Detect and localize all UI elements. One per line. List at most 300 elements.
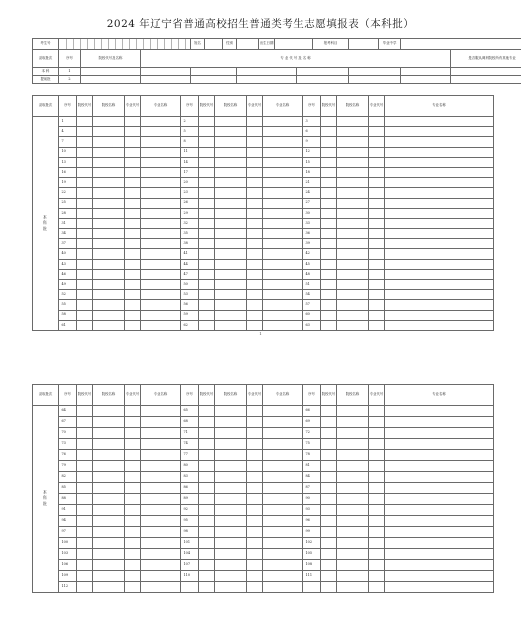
college-name-cell[interactable] [337, 167, 369, 177]
college-code-cell[interactable] [199, 516, 215, 527]
college-code-cell[interactable] [321, 516, 337, 527]
college-code-cell[interactable] [321, 208, 337, 218]
college-code-cell[interactable] [321, 483, 337, 494]
college-code-cell[interactable] [199, 127, 215, 137]
major-code-cell[interactable] [125, 406, 141, 417]
major-code-cell[interactable] [369, 239, 385, 249]
major-name-cell[interactable] [263, 127, 303, 137]
college-name-cell[interactable] [93, 218, 125, 228]
major-code-cell[interactable] [125, 239, 141, 249]
college-name-cell[interactable] [93, 505, 125, 516]
college-code-cell[interactable] [199, 280, 215, 290]
college-code-cell[interactable] [77, 320, 93, 330]
college-name-cell[interactable] [93, 439, 125, 450]
major-code-cell[interactable] [247, 300, 263, 310]
major-code-cell[interactable] [369, 560, 385, 571]
college-name-cell[interactable] [215, 549, 247, 560]
college-name-cell[interactable] [215, 218, 247, 228]
college-name-cell[interactable] [337, 417, 369, 428]
college-code-cell[interactable] [77, 549, 93, 560]
college-code-cell[interactable] [77, 417, 93, 428]
college-name-cell[interactable] [93, 280, 125, 290]
major-name-cell[interactable] [141, 582, 181, 593]
college-code-cell[interactable] [199, 269, 215, 279]
college-code-cell[interactable] [321, 450, 337, 461]
major-name-cell[interactable] [263, 472, 303, 483]
college-name-cell[interactable] [215, 472, 247, 483]
major-name-cell[interactable] [141, 483, 181, 494]
college-code-cell[interactable] [199, 472, 215, 483]
major-code-cell[interactable] [369, 127, 385, 137]
major-code-cell[interactable] [369, 249, 385, 259]
major-code-cell[interactable] [369, 269, 385, 279]
college-code-cell[interactable] [321, 157, 337, 167]
major-code-cell[interactable] [369, 417, 385, 428]
major-code-cell[interactable] [247, 198, 263, 208]
college-name-cell[interactable] [93, 147, 125, 157]
college-name-cell[interactable] [337, 147, 369, 157]
major-name-cell[interactable] [263, 147, 303, 157]
college-code-cell[interactable] [199, 505, 215, 516]
college-name-cell[interactable] [93, 269, 125, 279]
major-name-cell[interactable] [385, 198, 494, 208]
major-code-cell[interactable] [125, 428, 141, 439]
college-name-cell[interactable] [337, 505, 369, 516]
major-name-cell[interactable] [141, 461, 181, 472]
college-name-cell[interactable] [215, 178, 247, 188]
major-code-cell[interactable] [369, 483, 385, 494]
major-code-cell[interactable] [369, 137, 385, 147]
major-name-cell[interactable] [263, 269, 303, 279]
college-name-cell[interactable] [337, 450, 369, 461]
major-name-cell[interactable] [385, 582, 494, 593]
major-code-cell[interactable] [369, 549, 385, 560]
major-code-cell[interactable] [125, 549, 141, 560]
college-name-cell[interactable] [337, 208, 369, 218]
major-name-cell[interactable] [141, 406, 181, 417]
major-name-cell[interactable] [263, 505, 303, 516]
major-code-cell[interactable] [125, 300, 141, 310]
college-code-cell[interactable] [321, 472, 337, 483]
college-name-cell[interactable] [215, 505, 247, 516]
major-code-cell[interactable] [125, 505, 141, 516]
major-code-cell[interactable] [369, 229, 385, 239]
college-name-cell[interactable] [93, 560, 125, 571]
major-name-cell[interactable] [263, 137, 303, 147]
college-name-cell[interactable] [215, 428, 247, 439]
name-field[interactable] [205, 39, 223, 50]
college-code-cell[interactable] [199, 218, 215, 228]
college-code-cell[interactable] [321, 259, 337, 269]
major-name-cell[interactable] [263, 516, 303, 527]
major-code-cell[interactable] [369, 571, 385, 582]
birth-field[interactable] [275, 39, 313, 50]
college-name-cell[interactable] [93, 320, 125, 330]
major-code-cell[interactable] [247, 290, 263, 300]
college-name-cell[interactable] [93, 428, 125, 439]
major-name-cell[interactable] [385, 157, 494, 167]
major-code-cell[interactable] [247, 167, 263, 177]
college-code-cell[interactable] [199, 461, 215, 472]
college-name-cell[interactable] [93, 549, 125, 560]
major-code-cell[interactable] [247, 249, 263, 259]
college-code-cell[interactable] [321, 167, 337, 177]
college-code-cell[interactable] [321, 280, 337, 290]
major-name-cell[interactable] [263, 582, 303, 593]
college-name-cell[interactable] [93, 461, 125, 472]
college-code-cell[interactable] [321, 417, 337, 428]
college-name-cell[interactable] [215, 117, 247, 127]
major-name-cell[interactable] [141, 147, 181, 157]
college-name-cell[interactable] [215, 582, 247, 593]
major-code-cell[interactable] [125, 117, 141, 127]
major-code-cell[interactable] [369, 450, 385, 461]
major-code-cell[interactable] [247, 178, 263, 188]
college-name-cell[interactable] [337, 229, 369, 239]
major-code-cell[interactable] [125, 218, 141, 228]
college-name-cell[interactable] [337, 483, 369, 494]
college-name-cell[interactable] [93, 127, 125, 137]
major-code-cell[interactable] [247, 320, 263, 330]
major-code-cell[interactable] [247, 472, 263, 483]
major-code-cell[interactable] [125, 538, 141, 549]
major-name-cell[interactable] [263, 417, 303, 428]
college-code-cell[interactable] [199, 198, 215, 208]
major-code-cell[interactable] [369, 320, 385, 330]
college-name-cell[interactable] [93, 417, 125, 428]
college-code-cell[interactable] [321, 229, 337, 239]
major-code-cell[interactable] [247, 549, 263, 560]
college-name-cell[interactable] [215, 461, 247, 472]
college-name-cell[interactable] [93, 527, 125, 538]
college-name-cell[interactable] [93, 538, 125, 549]
major-name-cell[interactable] [385, 178, 494, 188]
major-code-cell[interactable] [247, 259, 263, 269]
major-name-cell[interactable] [263, 218, 303, 228]
college-code-cell[interactable] [77, 229, 93, 239]
major-name-cell[interactable] [385, 310, 494, 320]
major-name-cell[interactable] [141, 549, 181, 560]
college-name-cell[interactable] [215, 280, 247, 290]
major-code-cell[interactable] [247, 483, 263, 494]
major-code-cell[interactable] [125, 198, 141, 208]
major-name-cell[interactable] [141, 320, 181, 330]
college-code-cell[interactable] [199, 290, 215, 300]
gender-field[interactable] [237, 39, 259, 50]
major-code-cell[interactable] [247, 208, 263, 218]
college-name-cell[interactable] [337, 494, 369, 505]
college-code-cell[interactable] [77, 137, 93, 147]
college-code-cell[interactable] [199, 167, 215, 177]
major-name-cell[interactable] [385, 516, 494, 527]
college-code-cell[interactable] [199, 249, 215, 259]
college-name-cell[interactable] [337, 259, 369, 269]
college-code-cell[interactable] [199, 137, 215, 147]
major-name-cell[interactable] [141, 494, 181, 505]
college-name-cell[interactable] [337, 127, 369, 137]
college-name-cell[interactable] [337, 439, 369, 450]
major-code-cell[interactable] [247, 137, 263, 147]
college-code-cell[interactable] [77, 290, 93, 300]
college-code-cell[interactable] [321, 527, 337, 538]
college-name-cell[interactable] [337, 269, 369, 279]
major-code-cell[interactable] [125, 137, 141, 147]
major-name-cell[interactable] [141, 439, 181, 450]
major-name-cell[interactable] [263, 450, 303, 461]
college-code-cell[interactable] [199, 582, 215, 593]
major-code-cell[interactable] [369, 310, 385, 320]
major-code-cell[interactable] [369, 428, 385, 439]
major-code-cell[interactable] [247, 494, 263, 505]
major-name-cell[interactable] [263, 310, 303, 320]
major-code-cell[interactable] [369, 538, 385, 549]
college-name-cell[interactable] [93, 208, 125, 218]
college-code-cell[interactable] [77, 198, 93, 208]
college-code-cell[interactable] [199, 117, 215, 127]
major-code-cell[interactable] [125, 560, 141, 571]
college-name-cell[interactable] [337, 198, 369, 208]
major-name-cell[interactable] [263, 560, 303, 571]
college-code-cell[interactable] [199, 450, 215, 461]
major-name-cell[interactable] [385, 300, 494, 310]
major-name-cell[interactable] [263, 406, 303, 417]
college-name-cell[interactable] [215, 167, 247, 177]
major-code-cell[interactable] [125, 147, 141, 157]
college-code-cell[interactable] [321, 147, 337, 157]
college-code-cell[interactable] [321, 178, 337, 188]
college-code-cell[interactable] [77, 428, 93, 439]
college-name-cell[interactable] [215, 290, 247, 300]
college-code-cell[interactable] [77, 538, 93, 549]
college-name-cell[interactable] [337, 428, 369, 439]
major-name-cell[interactable] [141, 178, 181, 188]
major-name-cell[interactable] [385, 417, 494, 428]
major-code-cell[interactable] [247, 428, 263, 439]
major-name-cell[interactable] [141, 428, 181, 439]
major-code-cell[interactable] [247, 280, 263, 290]
college-code-cell[interactable] [77, 269, 93, 279]
college-code-cell[interactable] [321, 218, 337, 228]
college-name-cell[interactable] [215, 127, 247, 137]
college-name-cell[interactable] [215, 229, 247, 239]
major-code-cell[interactable] [247, 157, 263, 167]
adjust-cell[interactable] [451, 68, 521, 76]
college-code-cell[interactable] [199, 527, 215, 538]
major-name-cell[interactable] [385, 450, 494, 461]
major-code-cell[interactable] [247, 560, 263, 571]
college-code-cell[interactable] [77, 439, 93, 450]
college-code-cell[interactable] [199, 406, 215, 417]
college-name-cell[interactable] [337, 137, 369, 147]
college-name-cell[interactable] [93, 290, 125, 300]
college-code-cell[interactable] [321, 582, 337, 593]
college-name-cell[interactable] [93, 239, 125, 249]
college-name-cell[interactable] [337, 527, 369, 538]
college-name-cell[interactable] [337, 538, 369, 549]
college-code-cell[interactable] [321, 461, 337, 472]
major-name-cell[interactable] [385, 406, 494, 417]
major-name-cell[interactable] [385, 538, 494, 549]
college-code-cell[interactable] [321, 571, 337, 582]
major-name-cell[interactable] [141, 516, 181, 527]
major-name-cell[interactable] [141, 127, 181, 137]
major-name-cell[interactable] [263, 300, 303, 310]
major-code-cell[interactable] [247, 406, 263, 417]
adjust-cell[interactable] [451, 76, 521, 84]
major-name-cell[interactable] [263, 538, 303, 549]
major-code-cell[interactable] [125, 483, 141, 494]
college-name-cell[interactable] [215, 560, 247, 571]
major-name-cell[interactable] [385, 280, 494, 290]
major-name-cell[interactable] [141, 417, 181, 428]
major-name-cell[interactable] [141, 259, 181, 269]
major-code-cell[interactable] [369, 188, 385, 198]
college-code-cell[interactable] [321, 320, 337, 330]
college-code-cell[interactable] [199, 147, 215, 157]
major-code-cell[interactable] [369, 516, 385, 527]
college-name-cell[interactable] [93, 259, 125, 269]
college-name-cell[interactable] [337, 320, 369, 330]
college-name-cell[interactable] [93, 229, 125, 239]
college-name-cell[interactable] [215, 147, 247, 157]
college-code-cell[interactable] [77, 249, 93, 259]
college-name-cell[interactable] [337, 188, 369, 198]
major-code-cell[interactable] [125, 582, 141, 593]
major-name-cell[interactable] [385, 571, 494, 582]
major-name-cell[interactable] [141, 290, 181, 300]
college-name-cell[interactable] [215, 208, 247, 218]
major-code-cell[interactable] [247, 439, 263, 450]
college-name-cell[interactable] [93, 117, 125, 127]
college-code-cell[interactable] [77, 147, 93, 157]
college-code-cell[interactable] [77, 571, 93, 582]
college-name-cell[interactable] [93, 450, 125, 461]
college-name-cell[interactable] [337, 218, 369, 228]
college-cell[interactable] [81, 68, 141, 76]
major-name-cell[interactable] [385, 147, 494, 157]
major-name-cell[interactable] [263, 167, 303, 177]
major-name-cell[interactable] [263, 527, 303, 538]
major-code-cell[interactable] [369, 527, 385, 538]
college-code-cell[interactable] [199, 538, 215, 549]
major-code-cell[interactable] [369, 208, 385, 218]
major-name-cell[interactable] [263, 239, 303, 249]
college-name-cell[interactable] [93, 406, 125, 417]
college-code-cell[interactable] [77, 208, 93, 218]
college-code-cell[interactable] [77, 157, 93, 167]
major-code-cell[interactable] [125, 208, 141, 218]
college-name-cell[interactable] [215, 483, 247, 494]
major-code-cell[interactable] [125, 127, 141, 137]
major-name-cell[interactable] [385, 439, 494, 450]
major-code-cell[interactable] [369, 439, 385, 450]
college-code-cell[interactable] [77, 527, 93, 538]
college-code-cell[interactable] [77, 188, 93, 198]
major-name-cell[interactable] [263, 198, 303, 208]
college-name-cell[interactable] [215, 269, 247, 279]
major-code-cell[interactable] [125, 259, 141, 269]
major-name-cell[interactable] [385, 259, 494, 269]
major-code-cell[interactable] [369, 290, 385, 300]
major-code-cell[interactable] [247, 310, 263, 320]
major-code-cell[interactable] [125, 516, 141, 527]
college-name-cell[interactable] [215, 310, 247, 320]
major-code-cell[interactable] [247, 571, 263, 582]
major-code-cell[interactable] [125, 290, 141, 300]
college-code-cell[interactable] [77, 280, 93, 290]
college-name-cell[interactable] [337, 117, 369, 127]
college-code-cell[interactable] [77, 406, 93, 417]
college-code-cell[interactable] [77, 582, 93, 593]
major-code-cell[interactable] [247, 218, 263, 228]
major-name-cell[interactable] [141, 300, 181, 310]
major-name-cell[interactable] [141, 505, 181, 516]
major-name-cell[interactable] [141, 188, 181, 198]
college-code-cell[interactable] [321, 560, 337, 571]
college-code-cell[interactable] [77, 239, 93, 249]
major-name-cell[interactable] [263, 494, 303, 505]
major-name-cell[interactable] [141, 167, 181, 177]
college-code-cell[interactable] [77, 127, 93, 137]
major-code-cell[interactable] [125, 472, 141, 483]
college-code-cell[interactable] [199, 300, 215, 310]
major-code-cell[interactable] [369, 472, 385, 483]
exam-no-field[interactable] [59, 39, 191, 50]
college-code-cell[interactable] [321, 198, 337, 208]
major-code-cell[interactable] [125, 269, 141, 279]
major-name-cell[interactable] [385, 137, 494, 147]
major-name-cell[interactable] [385, 560, 494, 571]
college-name-cell[interactable] [93, 571, 125, 582]
major-code-cell[interactable] [247, 527, 263, 538]
college-code-cell[interactable] [321, 249, 337, 259]
major-code-cell[interactable] [125, 229, 141, 239]
college-name-cell[interactable] [215, 198, 247, 208]
major-name-cell[interactable] [385, 167, 494, 177]
college-code-cell[interactable] [199, 229, 215, 239]
major-code-cell[interactable] [247, 582, 263, 593]
college-code-cell[interactable] [77, 117, 93, 127]
college-code-cell[interactable] [199, 208, 215, 218]
major-name-cell[interactable] [141, 450, 181, 461]
college-name-cell[interactable] [337, 461, 369, 472]
subject-field[interactable] [349, 39, 379, 50]
major-name-cell[interactable] [385, 549, 494, 560]
major-name-cell[interactable] [263, 229, 303, 239]
major-name-cell[interactable] [141, 198, 181, 208]
college-name-cell[interactable] [337, 549, 369, 560]
college-code-cell[interactable] [321, 505, 337, 516]
college-name-cell[interactable] [337, 516, 369, 527]
college-code-cell[interactable] [321, 290, 337, 300]
major-name-cell[interactable] [385, 461, 494, 472]
college-code-cell[interactable] [77, 167, 93, 177]
major-name-cell[interactable] [141, 269, 181, 279]
college-name-cell[interactable] [215, 527, 247, 538]
college-name-cell[interactable] [215, 137, 247, 147]
major-code-cell[interactable] [369, 505, 385, 516]
college-name-cell[interactable] [215, 516, 247, 527]
college-code-cell[interactable] [77, 505, 93, 516]
college-code-cell[interactable] [77, 450, 93, 461]
college-code-cell[interactable] [321, 188, 337, 198]
college-code-cell[interactable] [199, 560, 215, 571]
major-code-cell[interactable] [369, 157, 385, 167]
major-code-cell[interactable] [369, 198, 385, 208]
major-name-cell[interactable] [263, 290, 303, 300]
major-name-cell[interactable] [141, 208, 181, 218]
major-name-cell[interactable] [385, 127, 494, 137]
